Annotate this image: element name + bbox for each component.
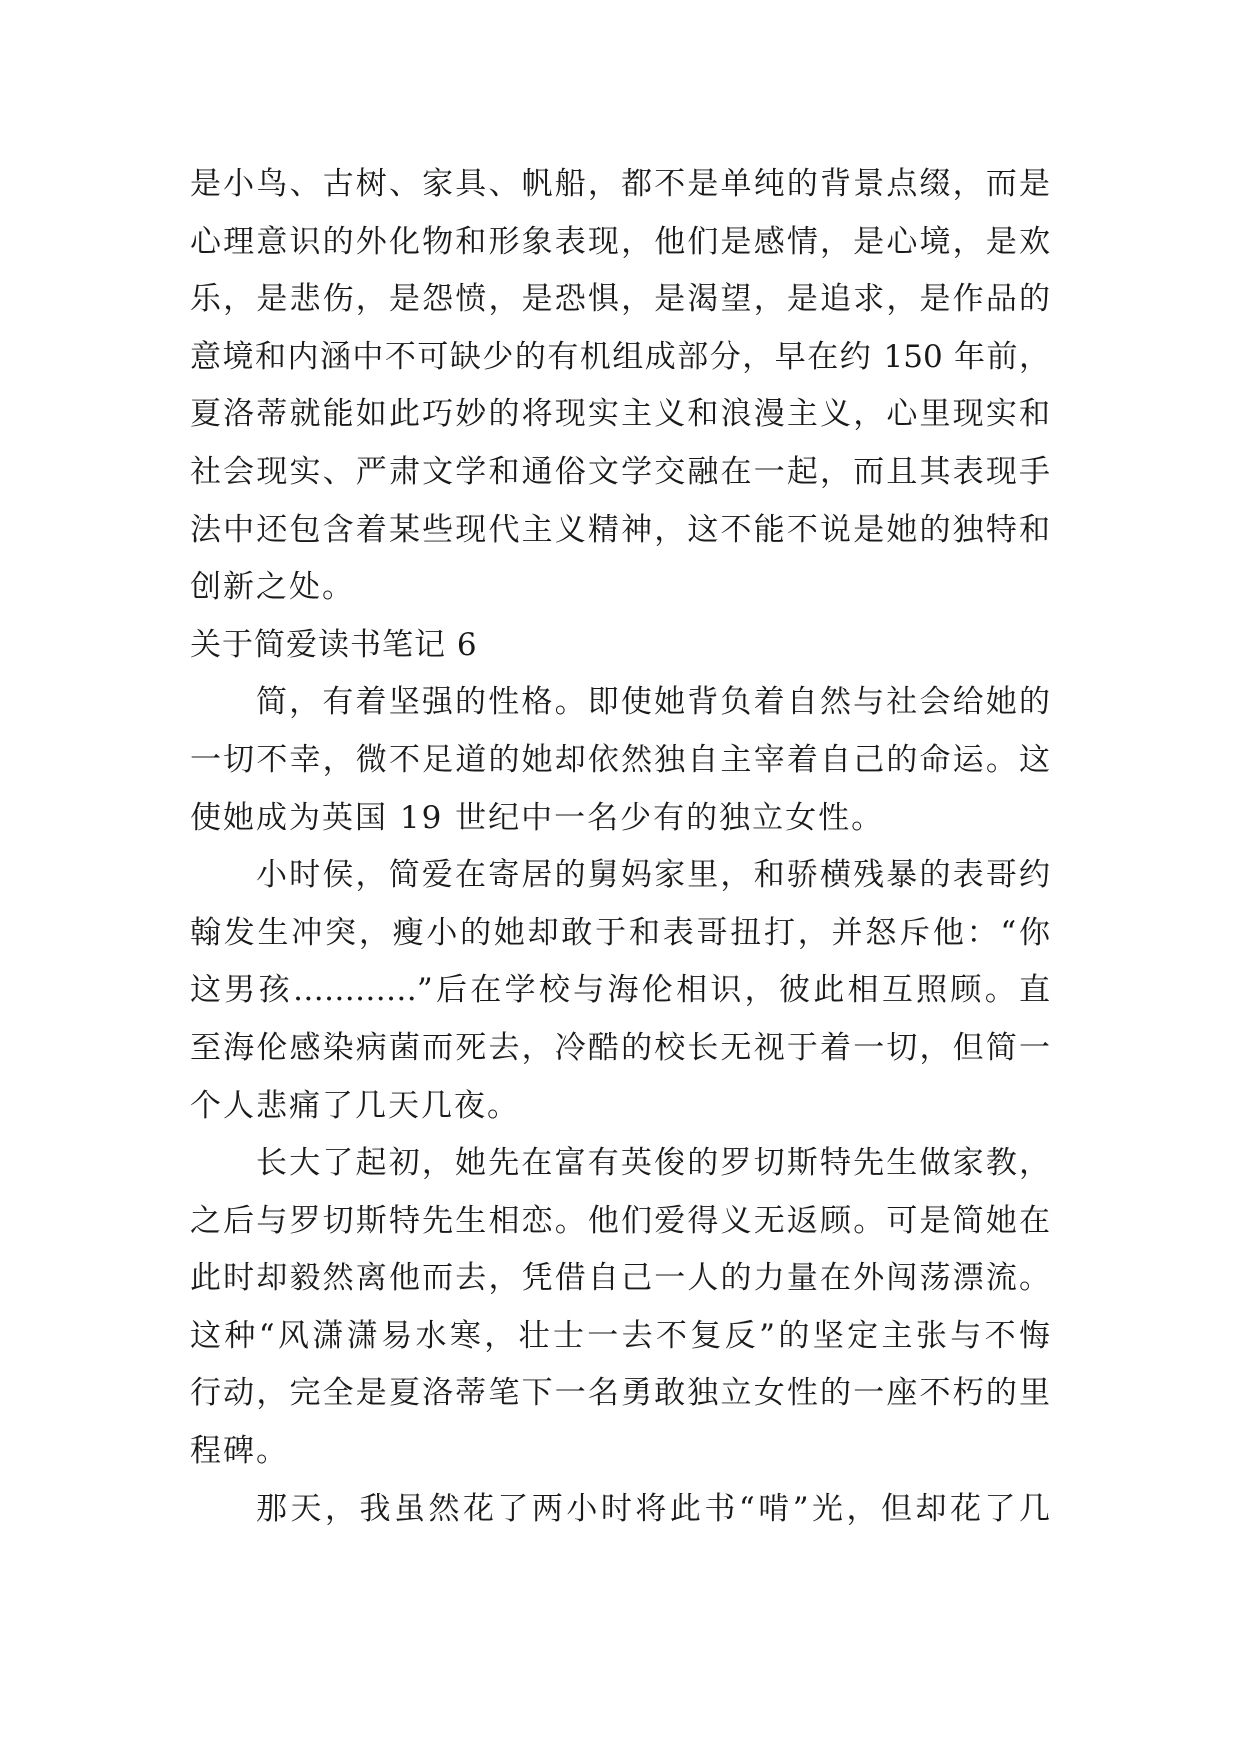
text-line: 翰发生冲突，瘦小的她却敢于和表哥扭打，并怒斥他：“你	[190, 914, 1050, 951]
text-line: 一切不幸，微不足道的她却依然独自主宰着自己的命运。这	[190, 741, 1050, 778]
text-line: 小时侯，简爱在寄居的舅妈家里，和骄横残暴的表哥约	[256, 857, 1050, 894]
text-line: 个人悲痛了几天几夜。	[190, 1087, 520, 1124]
text-line: 简，有着坚强的性格。即使她背负着自然与社会给她的	[256, 684, 1050, 721]
text-line: 是小鸟、古树、家具、帆船，都不是单纯的背景点缀，而是	[190, 166, 1050, 202]
text-line: 社会现实、严肃文学和通俗文学交融在一起，而且其表现手	[190, 453, 1050, 490]
text-line: 法中还包含着某些现代主义精神，这不能不说是她的独特和	[190, 511, 1050, 548]
section-heading: 关于简爱读书笔记 6	[190, 626, 478, 663]
text-line: 行动，完全是夏洛蒂笔下一名勇敢独立女性的一座不朽的里	[190, 1375, 1050, 1412]
text-line: 意境和内涵中不可缺少的有机组成部分，早在约 150 年前，	[190, 338, 1050, 375]
text-line: 这种“风潇潇易水寒，壮士一去不复反”的坚定主张与不悔	[190, 1317, 1050, 1354]
text-line: 这男孩…………”后在学校与海伦相识，彼此相互照顾。直	[190, 972, 1050, 1009]
text-line: 那天，我虽然花了两小时将此书“啃”光，但却花了几	[256, 1490, 1050, 1527]
text-line: 此时却毅然离他而去，凭借自己一人的力量在外闯荡漂流。	[190, 1260, 1050, 1297]
text-line: 心理意识的外化物和形象表现，他们是感情，是心境，是欢	[190, 223, 1050, 260]
text-line: 夏洛蒂就能如此巧妙的将现实主义和浪漫主义，心里现实和	[190, 396, 1050, 433]
text-line: 至海伦感染病菌而死去，冷酷的校长无视于着一切，但简一	[190, 1029, 1050, 1066]
text-line: 之后与罗切斯特先生相恋。他们爱得义无返顾。可是简她在	[190, 1202, 1050, 1239]
text-line: 使她成为英国 19 世纪中一名少有的独立女性。	[190, 799, 885, 836]
text-line: 程碑。	[190, 1433, 289, 1470]
document-body	[190, 156, 1050, 1538]
text-line: 长大了起初，她先在富有英俊的罗切斯特先生做家教，	[256, 1145, 1050, 1182]
text-line: 乐，是悲伤，是怨愤，是恐惧，是渴望，是追求，是作品的	[190, 281, 1050, 318]
text-line: 创新之处。	[190, 569, 355, 606]
